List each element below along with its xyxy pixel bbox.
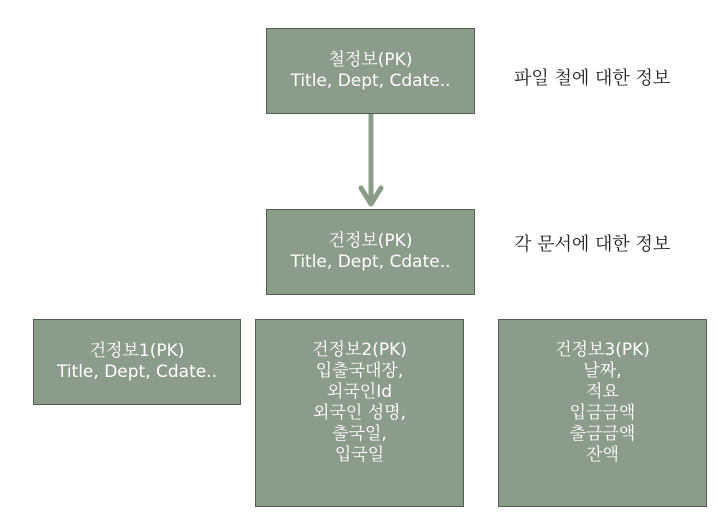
node-doc-info-2-line: 입국일 — [334, 445, 385, 465]
label-doc-desc: 각 문서에 대한 정보 — [514, 234, 671, 255]
node-doc-info-3-title: 건정보3(PK) — [555, 340, 650, 360]
label-file-desc: 파일 철에 대한 정보 — [514, 68, 671, 89]
node-doc-info — [266, 209, 475, 295]
node-doc-info-2-line: 입출국대장, — [315, 361, 404, 381]
node-doc-info-2-line: 외국인 성명, — [313, 403, 406, 423]
node-doc-info-fields: Title, Dept, Cdate.. — [290, 252, 451, 272]
node-doc-info-3-line: 잔액 — [586, 445, 619, 465]
node-doc-info-1-title: 건정보1(PK) — [89, 341, 185, 361]
node-doc-info-3-line: 입금금액 — [569, 403, 636, 423]
node-doc-info-2-title: 건정보2(PK) — [312, 340, 407, 360]
node-doc-info-title: 건정보(PK) — [328, 231, 413, 251]
arrow-head — [361, 188, 381, 204]
node-doc-info-3-line: 적요 — [586, 382, 619, 402]
node-doc-info-3-line: 날짜, — [583, 361, 622, 381]
node-file-info — [266, 28, 475, 114]
node-doc-info-1 — [33, 319, 241, 405]
node-doc-info-1-fields: Title, Dept, Cdate.. — [56, 362, 218, 382]
node-doc-info-2-line: 외국인Id — [326, 382, 393, 402]
node-doc-info-2-line: 출국일, — [332, 424, 387, 444]
node-doc-info-3 — [498, 319, 707, 507]
node-file-info-title: 철정보(PK) — [328, 50, 413, 70]
node-file-info-fields: Title, Dept, Cdate.. — [290, 71, 451, 91]
node-doc-info-2 — [255, 319, 464, 507]
node-doc-info-3-line: 출금금액 — [569, 424, 636, 444]
